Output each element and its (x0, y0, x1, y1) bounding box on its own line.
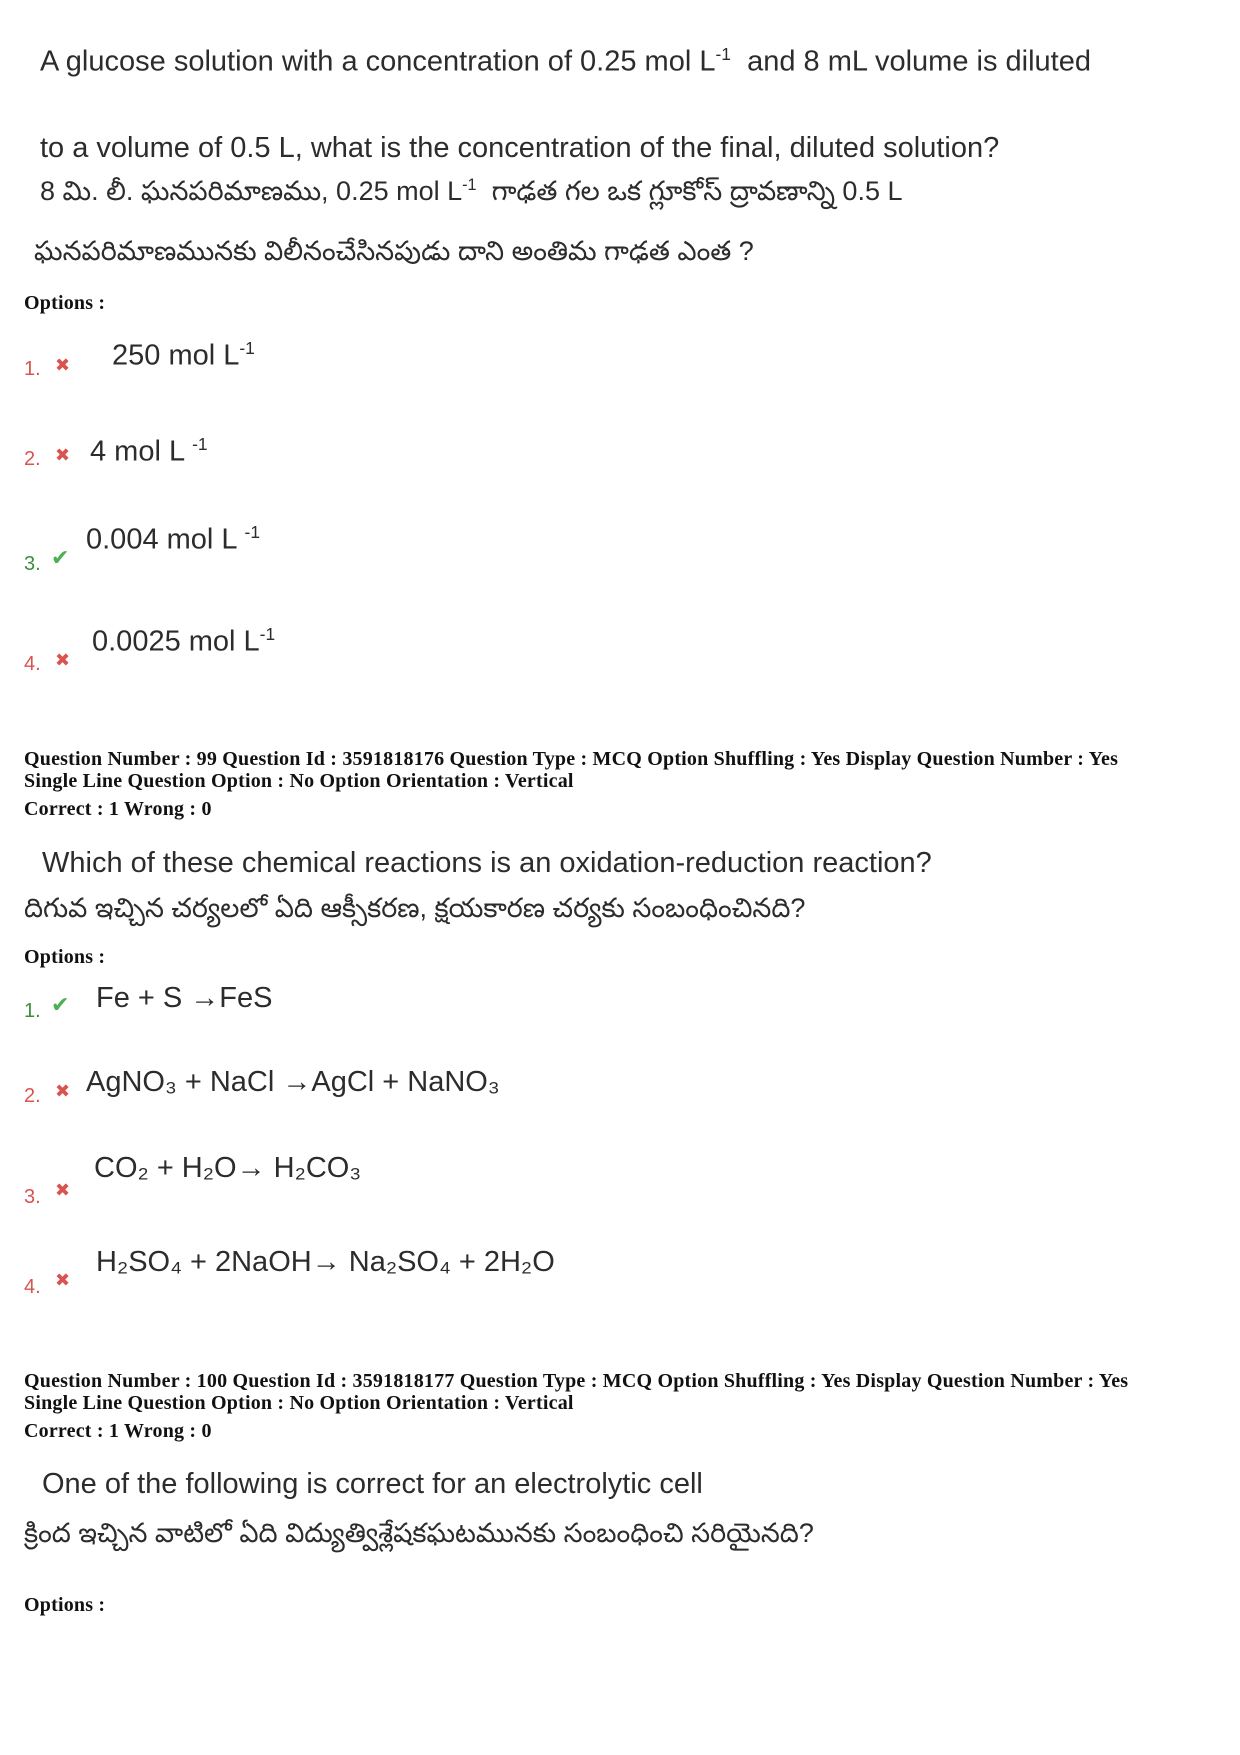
q98-stem-en-line-2: to a volume of 0.5 L, what is the concentration of the final, diluted solution? (40, 132, 1000, 164)
q98-option-1-number: 1. (24, 358, 41, 380)
q99-stem-te: దిగువ ఇచ్చిన చర్యలలో ఏది ఆక్సీకరణ, క్షయకారణ చర్యకు సంబంధించినది? (24, 893, 806, 923)
q99-option-3-number: 3. (24, 1186, 41, 1208)
q100-options-label: Options : (24, 1594, 106, 1616)
q98-stem-en-line-1 (40, 44, 1091, 79)
q98-option-2-value: 4 mol L (90, 435, 193, 468)
q98-stem-te-line-1-sup: -1 (462, 176, 477, 194)
q100-meta-line-2: Single Line Question Option : No Option Orientation : Vertical (24, 1392, 574, 1414)
wrong-icon: ✖ (55, 1180, 71, 1201)
q100-meta-line-1: Question Number : 100 Question Id : 3591818177 Question Type : MCQ Option Shuffling : Yes Display Question Number : Yes (24, 1370, 1129, 1392)
q98-option-4-sup: -1 (259, 624, 276, 644)
q98-option-2-number: 2. (24, 448, 41, 470)
q100-meta-line-3: Correct : 1 Wrong : 0 (24, 1420, 212, 1442)
q99-option-2-text[interactable]: AgNO₃ + NaCl →AgCl + NaNO₃ (86, 1066, 500, 1098)
q98-stem-en-line-1-tail: and 8 mL volume is diluted (747, 45, 1091, 78)
q99-option-4-text[interactable]: H₂SO₄ + 2NaOH→ Na₂SO₄ + 2H₂O (96, 1246, 555, 1278)
check-icon: ✔ (51, 993, 70, 1018)
q98-option-4-text[interactable] (92, 624, 275, 659)
q98-option-3-text[interactable] (86, 522, 260, 557)
q98-option-2-sup: -1 (192, 434, 208, 454)
q98-option-2-text[interactable] (90, 434, 208, 469)
q99-stem-en: Which of these chemical reactions is an oxidation-reduction reaction? (42, 847, 932, 879)
q98-option-1-text[interactable] (112, 338, 255, 373)
q98-stem-te-line-2: ఘనపరిమాణమునకు విలీనంచేసినపుడు దాని అంతిమ గాఢత ఎంత ? (34, 236, 754, 266)
q98-stem-en-line-1-sup: -1 (715, 44, 731, 64)
q98-option-1-value: 250 mol L (112, 339, 240, 372)
q98-option-3-sup: -1 (244, 522, 260, 542)
wrong-icon: ✖ (55, 1270, 71, 1291)
q99-meta-line-3: Correct : 1 Wrong : 0 (24, 798, 212, 820)
wrong-icon: ✖ (55, 1081, 71, 1102)
q99-option-4-number: 4. (24, 1276, 41, 1298)
q99-meta-line-1: Question Number : 99 Question Id : 3591818176 Question Type : MCQ Option Shuffling : Yes Display Question Number : Yes (24, 748, 1119, 770)
wrong-icon: ✖ (55, 355, 71, 376)
q99-option-1-text[interactable]: Fe + S →FeS (96, 982, 273, 1014)
q98-options-label: Options : (24, 292, 106, 314)
q98-option-4-number: 4. (24, 653, 41, 675)
q98-stem-te-line-1 (40, 176, 902, 214)
q99-option-3-text[interactable]: CO₂ + H₂O→ H₂CO₃ (94, 1152, 362, 1184)
q98-stem-te-line-1-text: 8 మి. లీ. ఘనపరిమాణము, 0.25 mol L (40, 176, 463, 206)
q100-stem-te: క్రింద ఇచ్చిన వాటిలో ఏది విద్యుత్విశ్లేషకఘటమునకు సంబంధించి సరియైనది? (24, 1518, 814, 1548)
q99-options-label: Options : (24, 946, 106, 968)
q98-stem-te-line-1-tail: గాఢత గల ఒక గ్లూకోస్ ద్రావణాన్ని 0.5 L (491, 176, 903, 206)
q99-meta-line-2: Single Line Question Option : No Option Orientation : Vertical (24, 770, 574, 792)
wrong-icon: ✖ (55, 445, 71, 466)
q99-option-1-number: 1. (24, 1000, 41, 1022)
q98-option-3-value: 0.004 mol L (86, 523, 245, 556)
q99-option-2-number: 2. (24, 1085, 41, 1107)
q98-option-1-sup: -1 (239, 338, 255, 358)
check-icon: ✔ (51, 546, 70, 571)
wrong-icon: ✖ (55, 650, 71, 671)
q98-option-3-number: 3. (24, 553, 41, 575)
q98-option-4-value: 0.0025 mol L (92, 625, 260, 658)
q98-stem-en-line-1-text: A glucose solution with a concentration of 0.25 mol L (40, 45, 716, 78)
q100-stem-en: One of the following is correct for an electrolytic cell (42, 1468, 703, 1500)
